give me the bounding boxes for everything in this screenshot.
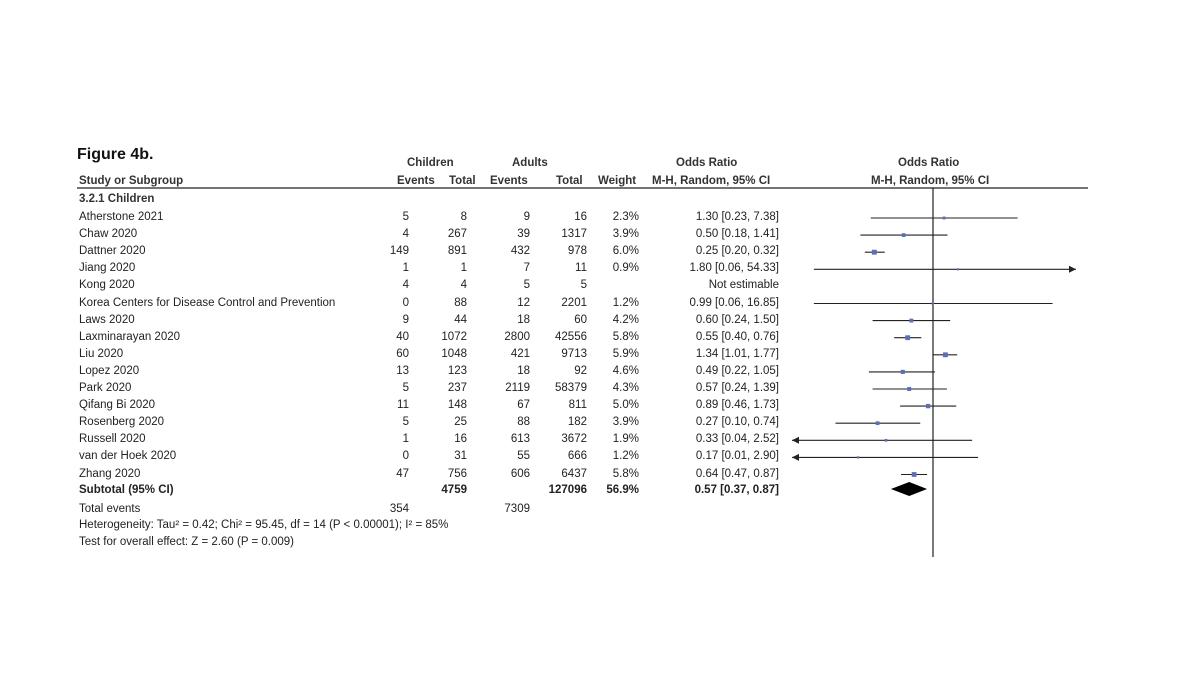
children-total: 1072 <box>441 330 467 343</box>
children-events: 5 <box>402 211 409 223</box>
children-events: 1 <box>402 433 409 446</box>
adults-events: 55 <box>517 450 530 463</box>
study-weight: 3.9% <box>612 416 639 429</box>
adults-total: 666 <box>567 450 587 463</box>
study-weight: 3.9% <box>612 228 639 241</box>
children-total: 756 <box>447 467 467 480</box>
pooled-diamond <box>891 482 927 496</box>
study-name: Kong 2020 <box>79 279 135 292</box>
study-ci-text: 0.49 [0.22, 1.05] <box>695 364 779 377</box>
study-ci-text: 0.50 [0.18, 1.41] <box>695 228 779 241</box>
adults-events: 18 <box>517 364 530 377</box>
study-weight: 4.6% <box>612 364 639 377</box>
study-column-header: Study or Subgroup <box>79 175 184 187</box>
adults-total: 978 <box>567 245 587 258</box>
study-name: Jiang 2020 <box>79 262 136 275</box>
children-events: 60 <box>396 347 409 360</box>
subtotal-weight: 56.9% <box>606 484 639 496</box>
study-name: Korea Centers for Disease Control and Prevention <box>79 296 336 309</box>
study-name: Laxminarayan 2020 <box>79 330 181 343</box>
children-events: 9 <box>402 313 409 326</box>
total-events-adults: 7309 <box>504 503 530 515</box>
ci-arrow-left <box>792 454 799 461</box>
point-estimate <box>907 387 911 391</box>
children-events: 4 <box>402 279 409 292</box>
study-weight: 5.9% <box>612 347 639 360</box>
children-total: 4 <box>460 279 467 292</box>
figure-title: Figure 4b. <box>77 146 154 163</box>
adults-total: 811 <box>568 399 587 412</box>
ci-arrow-left <box>792 437 799 444</box>
or-title-plot-header: Odds Ratio <box>898 157 960 169</box>
children-total: 237 <box>447 382 467 394</box>
study-ci-text: 1.80 [0.06, 54.33] <box>689 262 779 275</box>
method-plot-header: M-H, Random, 95% CI <box>871 175 990 187</box>
children-total: 8 <box>460 211 467 223</box>
study-ci-text: 0.27 [0.10, 0.74] <box>695 416 779 429</box>
study-weight: 5.8% <box>612 467 639 480</box>
events1-header: Events <box>397 175 435 187</box>
children-total: 123 <box>447 364 467 377</box>
children-events: 47 <box>396 467 409 480</box>
study-ci-text: 0.99 [0.06, 16.85] <box>689 296 779 309</box>
adults-events: 606 <box>510 467 530 480</box>
point-estimate <box>926 404 930 408</box>
study-ci-text: 0.17 [0.01, 2.90] <box>695 450 779 463</box>
children-events: 0 <box>402 296 409 309</box>
children-total: 16 <box>454 433 467 446</box>
group1-header: Children <box>407 157 454 169</box>
point-estimate <box>943 352 948 357</box>
children-total: 31 <box>454 450 467 463</box>
study-ci-text: 0.33 [0.04, 2.52] <box>695 433 779 446</box>
point-estimate <box>885 439 888 442</box>
adults-events: 67 <box>517 399 530 412</box>
total-events-children: 354 <box>389 503 409 515</box>
study-name: Chaw 2020 <box>79 228 138 241</box>
adults-total: 1317 <box>561 228 587 241</box>
adults-total: 3672 <box>561 433 587 446</box>
adults-events: 421 <box>510 347 530 360</box>
point-estimate <box>876 421 880 425</box>
point-estimate <box>857 456 859 458</box>
total1-header: Total <box>449 175 476 187</box>
children-events: 0 <box>402 450 409 463</box>
method-header: M-H, Random, 95% CI <box>652 175 771 187</box>
adults-total: 11 <box>575 262 587 275</box>
children-events: 149 <box>389 245 409 258</box>
study-weight: 4.3% <box>612 382 639 394</box>
study-name: Liu 2020 <box>79 347 124 360</box>
adults-events: 5 <box>523 279 530 292</box>
point-estimate <box>909 319 913 323</box>
adults-events: 2119 <box>505 382 530 394</box>
children-events: 1 <box>402 262 409 275</box>
children-events: 11 <box>397 399 409 412</box>
study-name: van der Hoek 2020 <box>79 450 177 463</box>
study-ci-text: Not estimable <box>708 279 779 292</box>
subtotal-total1: 4759 <box>441 484 467 496</box>
subtotal-total2: 127096 <box>548 484 587 496</box>
total2-header: Total <box>556 175 583 187</box>
adults-events: 39 <box>517 228 530 241</box>
study-ci-text: 0.55 [0.40, 0.76] <box>695 330 779 343</box>
total-events-label: Total events <box>79 503 141 515</box>
point-estimate <box>902 233 906 237</box>
adults-total: 182 <box>567 416 587 429</box>
point-estimate <box>931 302 933 304</box>
study-ci-text: 1.34 [1.01, 1.77] <box>695 347 779 360</box>
study-ci-text: 0.64 [0.47, 0.87] <box>695 467 779 480</box>
study-weight: 0.9% <box>612 262 639 275</box>
study-weight: 6.0% <box>612 245 639 258</box>
study-weight: 1.2% <box>612 296 639 309</box>
children-total: 891 <box>447 245 467 258</box>
study-name: Qifang Bi 2020 <box>79 399 156 412</box>
study-ci-text: 0.25 [0.20, 0.32] <box>695 245 779 258</box>
study-name: Rosenberg 2020 <box>79 416 165 429</box>
study-name: Zhang 2020 <box>79 467 141 480</box>
ci-arrow-right <box>1069 266 1076 273</box>
heterogeneity-text: Heterogeneity: Tau² = 0.42; Chi² = 95.45, df = 14 (P < 0.00001); I² = 85% <box>79 519 449 531</box>
point-estimate <box>872 250 877 255</box>
study-weight: 1.2% <box>612 450 639 463</box>
study-ci-text: 0.89 [0.46, 1.73] <box>695 399 779 412</box>
children-total: 44 <box>454 313 467 326</box>
point-estimate <box>912 472 917 477</box>
adults-events: 613 <box>510 433 530 446</box>
group2-header: Adults <box>512 157 548 169</box>
adults-events: 9 <box>523 211 530 223</box>
adults-total: 2201 <box>561 296 587 309</box>
adults-events: 12 <box>517 296 530 309</box>
children-total: 88 <box>454 296 467 309</box>
adults-total: 60 <box>574 313 587 326</box>
adults-total: 92 <box>574 364 587 377</box>
adults-events: 432 <box>510 245 530 258</box>
adults-total: 9713 <box>561 347 587 360</box>
children-events: 40 <box>396 330 409 343</box>
study-weight: 5.0% <box>612 399 639 412</box>
study-name: Dattner 2020 <box>79 245 146 258</box>
adults-total: 16 <box>574 211 587 223</box>
overall-effect-text: Test for overall effect: Z = 2.60 (P = 0.009) <box>79 536 294 548</box>
point-estimate <box>943 217 946 220</box>
children-events: 4 <box>402 228 409 241</box>
point-estimate <box>905 335 910 340</box>
subtotal-ci-text: 0.57 [0.37, 0.87] <box>694 484 779 496</box>
children-total: 1048 <box>441 347 467 360</box>
adults-total: 42556 <box>555 330 587 343</box>
events2-header: Events <box>490 175 528 187</box>
study-weight: 4.2% <box>612 313 639 326</box>
children-total: 148 <box>447 399 467 412</box>
children-events: 5 <box>402 416 409 429</box>
study-ci-text: 1.30 [0.23, 7.38] <box>695 211 779 223</box>
point-estimate <box>957 268 959 270</box>
children-events: 5 <box>402 382 409 394</box>
adults-events: 7 <box>523 262 530 275</box>
study-name: Park 2020 <box>79 382 132 394</box>
adults-total: 58379 <box>555 382 587 394</box>
study-weight: 2.3% <box>612 211 639 223</box>
adults-events: 88 <box>517 416 530 429</box>
subgroup-label: 3.2.1 Children <box>79 193 155 205</box>
study-weight: 5.8% <box>612 330 639 343</box>
adults-events: 2800 <box>504 330 530 343</box>
children-total: 267 <box>447 228 467 241</box>
children-events: 13 <box>396 364 409 377</box>
or-title-header: Odds Ratio <box>676 157 738 169</box>
point-estimate <box>901 370 905 374</box>
adults-events: 18 <box>517 313 530 326</box>
study-ci-text: 0.57 [0.24, 1.39] <box>695 382 779 394</box>
study-ci-text: 0.60 [0.24, 1.50] <box>695 313 779 326</box>
study-weight: 1.9% <box>612 433 639 446</box>
study-name: Atherstone 2021 <box>79 211 164 223</box>
subtotal-label: Subtotal (95% CI) <box>79 484 174 496</box>
study-name: Russell 2020 <box>79 433 146 446</box>
study-name: Lopez 2020 <box>79 364 140 377</box>
study-name: Laws 2020 <box>79 313 135 326</box>
children-total: 25 <box>454 416 467 429</box>
children-total: 1 <box>460 262 467 275</box>
adults-total: 5 <box>580 279 587 292</box>
adults-total: 6437 <box>561 467 587 480</box>
weight-header: Weight <box>598 175 637 187</box>
